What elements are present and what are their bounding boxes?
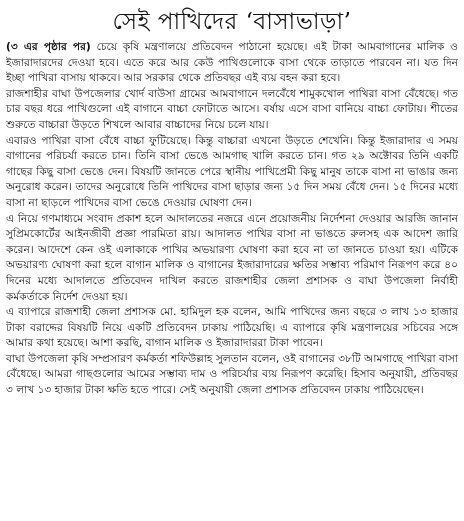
paragraph-5: এ ব্যাপারে রাজশাহী জেলা প্রশাসক মো. হামিদুল হক বলেন, আমি পাখিদের জন্য বছরে ৩ লাখ ১৩ হাজার টাকা বরাদ্দের বিষয়টি নিয়ে একটি প্রতিবেদন ঢাকায় পাঠিয়েছি। এ ব্যাপারে কৃষি মন্ত্রণালয়ের সচিবের সঙ্গে আমার কথা হয়েছে। আশা করছি, বাগান মালিক ও ইজারাদাররা টাকা পাবেন।: [6, 306, 458, 350]
paragraph-4: এ নিয়ে গণমাধ্যমে সংবাদ প্রকাশ হলে আদালতের নজরে এনে প্রয়োজনীয় নির্দেশনা দেওয়ার আরজি জানান সুপ্রিমকোর্টের আইনজীবী প্রজ্ঞা পারমিতা রায়। আদালত পাখির বাসা না ভাঙতে রুলসহ এক আদেশ জারি করেন। আদেশে কেন ওই এলাকাকে পাখির অভয়ারণ্য ঘোষণা করা হবে না তা জানতে চাওয়া হয়। এটিকে অভয়ারণ্য ঘোষণা করা হলে বাগান মালিক ও বাগানের ইজারাদারের ক্ষতির সম্ভাব্য পরিমাণ নিরূপণ করে ৪০ দিনের মধ্যে আদালতে প্রতিবেদন দাখিল করতে রাজশাহীর জেলা প্রশাসক ও বাঘা উপজেলা নির্বাহী কর্মকর্তাকে নির্দেশ দেওয়া হয়।: [6, 212, 458, 303]
article-body: [6, 40, 458, 399]
paragraph-6: বাঘা উপজেলা কৃষি সম্প্রসারণ কর্মকর্তা শফিউল্লাহ সুলতান বলেন, ওই বাগানের ৩৮টি আমগাছে পাখিরা বাসা বেঁধেছে। আমরা গাছগুলোর আমের সম্ভাব্য দাম ও পরিচর্যার ব্যয় নিরূপণ করেছি। হিসাব অনুযায়ী, প্রতিবছর ৩ লাখ ১৩ হাজার টাকা ক্ষতি হতে পারে। সেই অনুযায়ী জেলা প্রশাসক প্রতিবেদন ঢাকায় পাঠিয়েছেন।: [6, 352, 458, 397]
paragraph-1: [6, 40, 458, 87]
paragraph-3: এবারও পাখিরা বাসা বেঁধে বাচ্চা ফুটিয়েছে। কিন্তু বাচ্চারা এখনো উড়তে শেখেনি। কিন্তু ইজারাদার এ সময় বাগানের পরিচর্যা করতে চান। তিনি বাসা ভেঙে আমগাছ খালি করতে চান। গত ২৯ অক্টোবর তিনি একটি গাছের কিছু বাসা ভেঙে দেন। বিষয়টি জানতে পেরে স্থানীয় পাখিপ্রেমী কিছু মানুষ তাকে বাসা না ভাঙার জন্য অনুরোধ করেন। তাদের অনুরোধে তিনি পাখিদের বাসা ছাড়ার জন্য ১৫ দিন সময় বেঁধে দেন। ১৫ দিনের মধ্যে বাসা না ছাড়লে পাখিদের বাসা ভেঙে দেওয়ার ঘোষণা দেন।: [6, 134, 458, 209]
article-headline: সেই পাখিদের ‘বাসাভাড়া’: [112, 8, 352, 35]
continuation-tag: (৩ এর পৃষ্ঠার পর): [6, 41, 91, 53]
paragraph-2: রাজশাহীর বাঘা উপজেলার খোর্দ বাউসা গ্রামের আমবাগানে দলবেঁধে শামুকখোল পাখিরা বাসা বেঁধেছে। গত চার বছর ধরে পাখিগুলো এই বাগানে বাচ্চা ফোটাতে আসে। বর্ষায় এসে বাসা বানিয়ে বাচ্চা ফোটায়। শীতের শুরুতে বাচ্চারা উড়তে শিখলে আবার বাচ্চাদের নিয়ে চলে যায়।: [6, 87, 458, 131]
paragraph-1-text: চেয়ে কৃষি মন্ত্রণালয়ে প্রতিবেদন পাঠানো হয়েছে। এই টাকা আমবাগানের মালিক ও ইজারাদারদের দেওয়া হবে। এতে করে আর কেউ পাখিগুলোকে বাসা থেকে তাড়াতে পারবেন না। যত দিন ইচ্ছা পাখিরা বাসায় থাকবে। আর সরকার থেকে প্রতিবছর এই ব্যয় বহন করা হবে।: [6, 41, 458, 85]
headline-container: [6, 4, 458, 40]
